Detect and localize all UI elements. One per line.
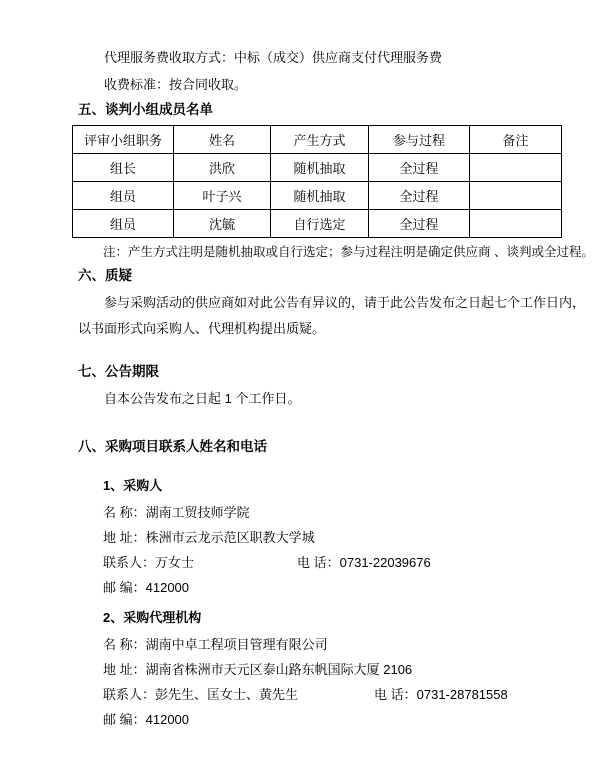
cell-name: 沈毓 — [174, 210, 271, 238]
phone-label: 电 话： — [297, 555, 340, 570]
zip-label: 邮 编： — [103, 580, 146, 595]
cell-remark — [470, 182, 562, 210]
agency-contact-line — [103, 682, 590, 707]
purchaser-address-line — [103, 525, 590, 550]
cell-name: 洪欣 — [174, 154, 271, 182]
negotiation-team-table — [72, 125, 562, 238]
col-header-process: 参与过程 — [369, 126, 470, 154]
cell-method: 自行选定 — [271, 210, 369, 238]
purchaser-contact-line — [103, 550, 590, 575]
name-label: 名 称： — [103, 505, 146, 520]
agency-address-line — [103, 657, 590, 682]
cell-role: 组员 — [73, 182, 174, 210]
contact-label: 联系人： — [103, 687, 156, 702]
phone-label: 电 话： — [374, 687, 417, 702]
purchaser-zip-line — [103, 575, 590, 600]
purchaser-heading: 1、采购人 — [103, 478, 163, 493]
agency-name-line — [103, 632, 590, 657]
purchaser-name: 湖南工贸技师学院 — [145, 505, 250, 520]
zip-label: 邮 编： — [103, 712, 146, 727]
purchaser-phone: 0731-22039676 — [339, 555, 431, 570]
agency-name: 湖南中卓工程项目管理有限公司 — [145, 637, 328, 652]
table-row — [73, 154, 562, 182]
table-header-row — [73, 126, 562, 154]
cell-method: 随机抽取 — [271, 154, 369, 182]
purchaser-address: 株洲市云龙示范区职教大学城 — [145, 530, 315, 545]
purchaser-name-line — [103, 500, 590, 525]
purchaser-block — [103, 478, 590, 732]
agency-heading: 2、采购代理机构 — [103, 610, 202, 625]
agency-zip-line — [103, 707, 590, 732]
section8-heading: 八、采购项目联系人姓名和电话 — [78, 439, 267, 454]
cell-process: 全过程 — [369, 210, 470, 238]
agency-phone-group — [374, 682, 508, 707]
agency-address: 湖南省株洲市天元区泰山路东帆国际大厦 2106 — [145, 662, 413, 677]
cell-process: 全过程 — [369, 182, 470, 210]
purchaser-contact: 万女士 — [155, 555, 195, 570]
cell-remark — [470, 154, 562, 182]
contact-label: 联系人： — [103, 555, 156, 570]
cell-name: 叶子兴 — [174, 182, 271, 210]
col-header-name: 姓名 — [174, 126, 271, 154]
section7-body: 自本公告发布之日起 1 个工作日。 — [104, 391, 301, 406]
agency-contact: 彭先生、匡女士、黄先生 — [155, 687, 299, 702]
agency-fee-method-line: 代理服务费收取方式：中标（成交）供应商支付代理服务费 — [104, 50, 443, 65]
section6-heading: 六、质疑 — [78, 268, 132, 283]
section6-body: 参与采购活动的供应商如对此公告有异议的，请于此公告发布之日起七个工作日内，以书面形式向采购人、代理机构提出质疑。 — [78, 295, 586, 336]
purchaser-zip: 412000 — [145, 580, 190, 595]
cell-process: 全过程 — [369, 154, 470, 182]
col-header-method: 产生方式 — [271, 126, 369, 154]
cell-remark — [470, 210, 562, 238]
table-row — [73, 182, 562, 210]
cell-role: 组员 — [73, 210, 174, 238]
section5-heading: 五、谈判小组成员名单 — [78, 102, 213, 117]
cell-role: 组长 — [73, 154, 174, 182]
address-label: 地 址： — [103, 662, 146, 677]
purchaser-phone-group — [297, 550, 431, 575]
name-label: 名 称： — [103, 637, 146, 652]
agency-zip: 412000 — [145, 712, 190, 727]
address-label: 地 址： — [103, 530, 146, 545]
col-header-role: 评审小组职务 — [73, 126, 174, 154]
table-row — [73, 210, 562, 238]
agency-phone: 0731-28781558 — [416, 687, 508, 702]
section7-heading: 七、公告期限 — [78, 364, 159, 379]
table-note: 注：产生方式注明是随机抽取或自行选定；参与过程注明是确定供应商 、谈判或全过程。 — [103, 245, 594, 259]
col-header-remark: 备注 — [470, 126, 562, 154]
cell-method: 随机抽取 — [271, 182, 369, 210]
fee-standard-line: 收费标准：按合同收取。 — [104, 77, 248, 92]
